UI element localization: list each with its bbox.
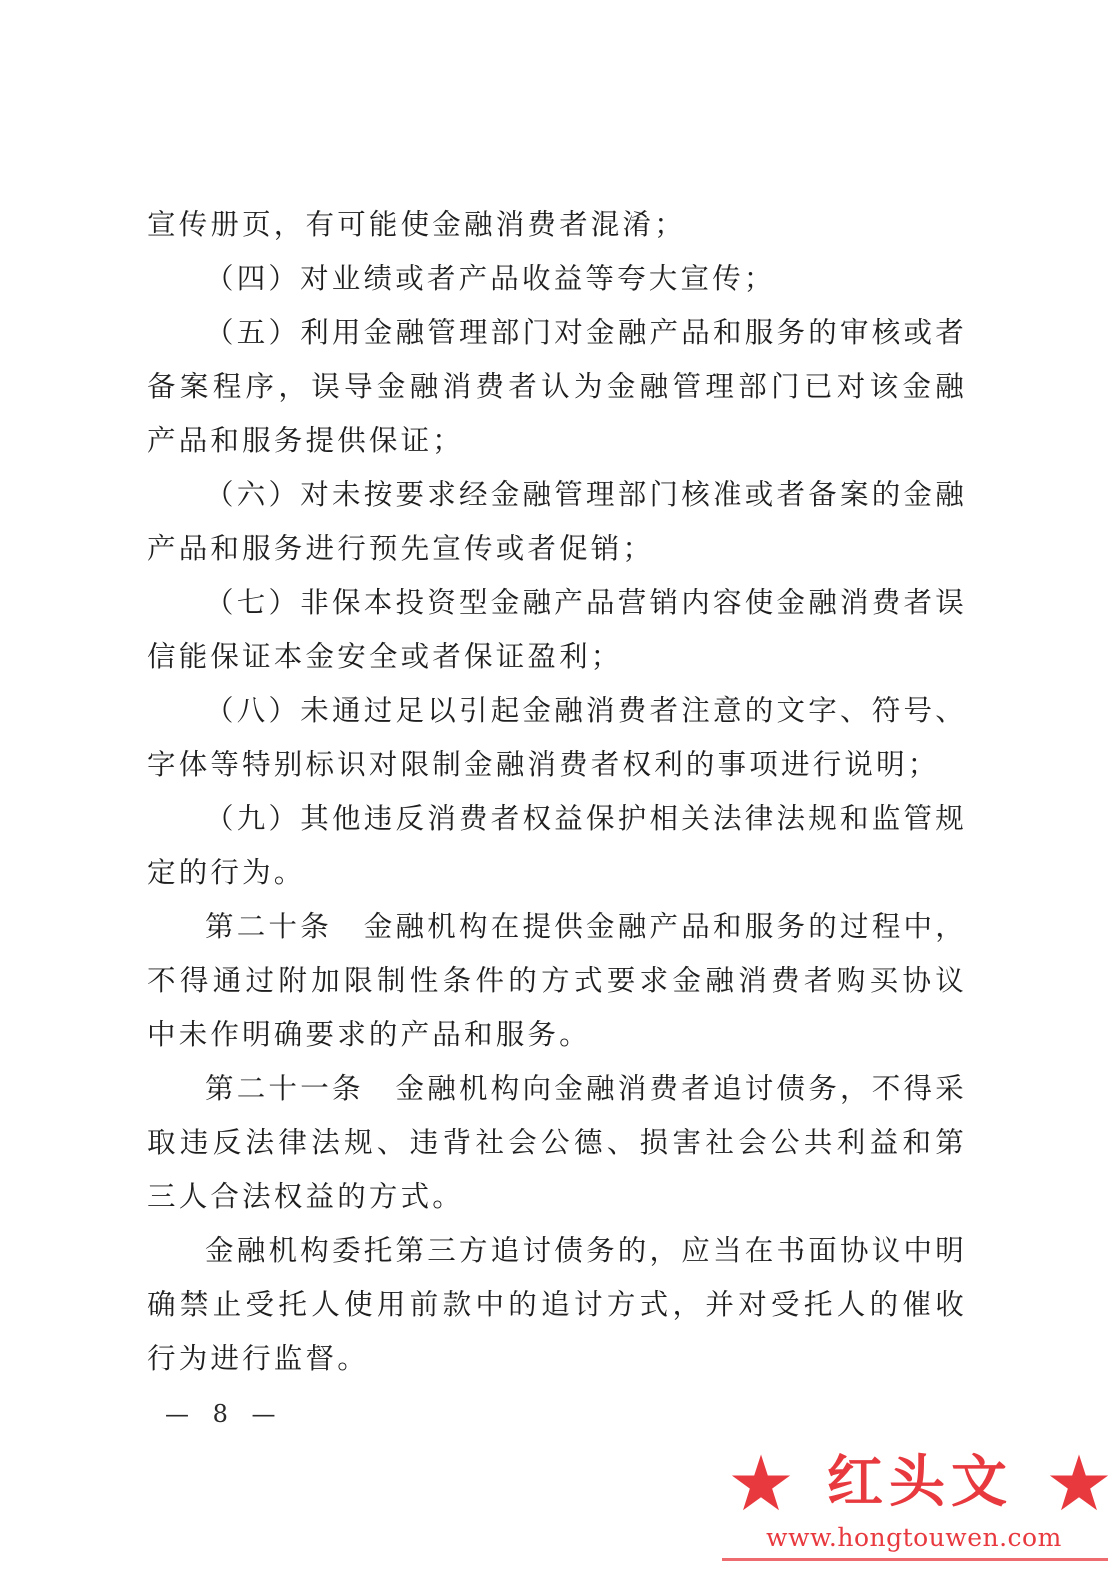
star-icon <box>1048 1452 1110 1514</box>
watermark-brand <box>730 1448 1110 1518</box>
paragraph-4: （六）对未按要求经金融管理部门核准或者备案的金融产品和服务进行预先宣传或者促销； <box>147 478 967 565</box>
page-number: — 8 — <box>165 1400 284 1428</box>
watermark-url: www.hongtouwen.com <box>766 1523 1062 1552</box>
paragraph-6: （八）未通过足以引起金融消费者注意的文字、符号、字体等特别标识对限制金融消费者权利的事项进行说明； <box>147 694 967 781</box>
paragraph-5: （七）非保本投资型金融产品营销内容使金融消费者误信能保证本金安全或者保证盈利； <box>147 586 967 673</box>
paragraph-3: （五）利用金融管理部门对金融产品和服务的审核或者备案程序，误导金融消费者认为金融管理部门已对该金融产品和服务提供保证； <box>147 316 967 457</box>
watermark <box>718 1448 1110 1578</box>
body-text <box>147 198 967 1386</box>
paragraph-7: （九）其他违反消费者权益保护相关法律法规和监管规定的行为。 <box>147 802 967 889</box>
star-icon <box>730 1452 792 1514</box>
watermark-underline <box>722 1558 1108 1561</box>
watermark-title: 红头文 <box>827 1450 1013 1515</box>
article-21-clause-2: 金融机构委托第三方追讨债务的，应当在书面协议中明确禁止受托人使用前款中的追讨方式，并对受托人的催收行为进行监督。 <box>147 1234 967 1375</box>
article-20: 第二十条 金融机构在提供金融产品和服务的过程中，不得通过附加限制性条件的方式要求金融消费者购买协议中未作明确要求的产品和服务。 <box>147 910 967 1051</box>
article-21: 第二十一条 金融机构向金融消费者追讨债务，不得采取违反法律法规、违背社会公德、损害社会公共利益和第三人合法权益的方式。 <box>147 1072 967 1213</box>
paragraph-2: （四）对业绩或者产品收益等夸大宣传； <box>205 262 776 295</box>
paragraph-1: 宣传册页，有可能使金融消费者混淆； <box>147 208 686 241</box>
